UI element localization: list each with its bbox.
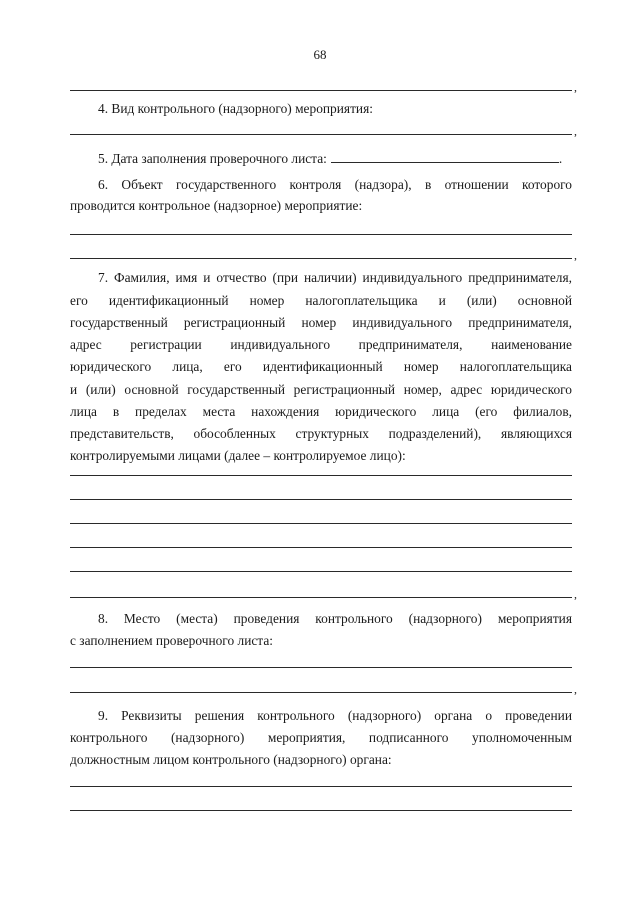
item-7-line: юридического лица, его идентификационный номер налогоплательщика	[70, 359, 572, 374]
item-8-line: 8. Место (места) проведения контрольного (надзорного) мероприятия	[98, 611, 572, 626]
fill-line	[70, 667, 572, 668]
fill-line	[70, 810, 572, 811]
fill-line	[70, 692, 572, 693]
item-7-line: контролируемыми лицами (далее – контролируемое лицо):	[70, 448, 406, 463]
date-fill-line	[331, 149, 559, 163]
item-7-line: государственный регистрационный номер индивидуального предпринимателя,	[70, 315, 572, 330]
fill-line	[70, 134, 572, 135]
item-7-line: лица в пределах места нахождения юридического лица (его филиалов,	[70, 404, 572, 419]
fill-line	[70, 523, 572, 524]
fill-line	[70, 571, 572, 572]
fill-line	[70, 234, 572, 235]
item-7-line: и (или) основной государственный регистрационный номер, адрес юридического	[70, 382, 572, 397]
item-9-line: контрольного (надзорного) мероприятия, подписанного уполномоченным	[70, 730, 572, 745]
item-6-line: проводится контрольное (надзорное) мероприятие:	[70, 198, 363, 213]
fill-line	[70, 786, 572, 787]
item-9-line: 9. Реквизиты решения контрольного (надзорного) органа о проведении	[98, 708, 572, 723]
item-5-row	[98, 149, 572, 169]
item-8-line: с заполнением проверочного листа:	[70, 633, 273, 648]
page-number: 68	[313, 47, 327, 62]
item-7-line: 7. Фамилия, имя и отчество (при наличии) индивидуального предпринимателя,	[98, 270, 572, 285]
item-7-line: его идентификационный номер налогоплательщика и (или) основной	[70, 293, 572, 308]
item-4-label: 4. Вид контрольного (надзорного) мероприятия:	[98, 101, 373, 116]
fill-line	[70, 499, 572, 500]
fill-line	[70, 258, 572, 259]
fill-line	[70, 475, 572, 476]
item-5-label: 5. Дата заполнения проверочного листа:	[98, 151, 327, 166]
fill-line	[70, 90, 572, 91]
item-9-line: должностным лицом контрольного (надзорного) органа:	[70, 752, 392, 767]
item-6-line: 6. Объект государственного контроля (надзора), в отношении которого	[98, 177, 572, 192]
item-7-line: адрес регистрации индивидуального предпринимателя, наименование	[70, 337, 572, 352]
fill-line	[70, 597, 572, 598]
item-7-line: представительств, обособленных структурных подразделений), являющихся	[70, 426, 572, 441]
fill-line	[70, 547, 572, 548]
item-5-tail: .	[558, 151, 563, 166]
